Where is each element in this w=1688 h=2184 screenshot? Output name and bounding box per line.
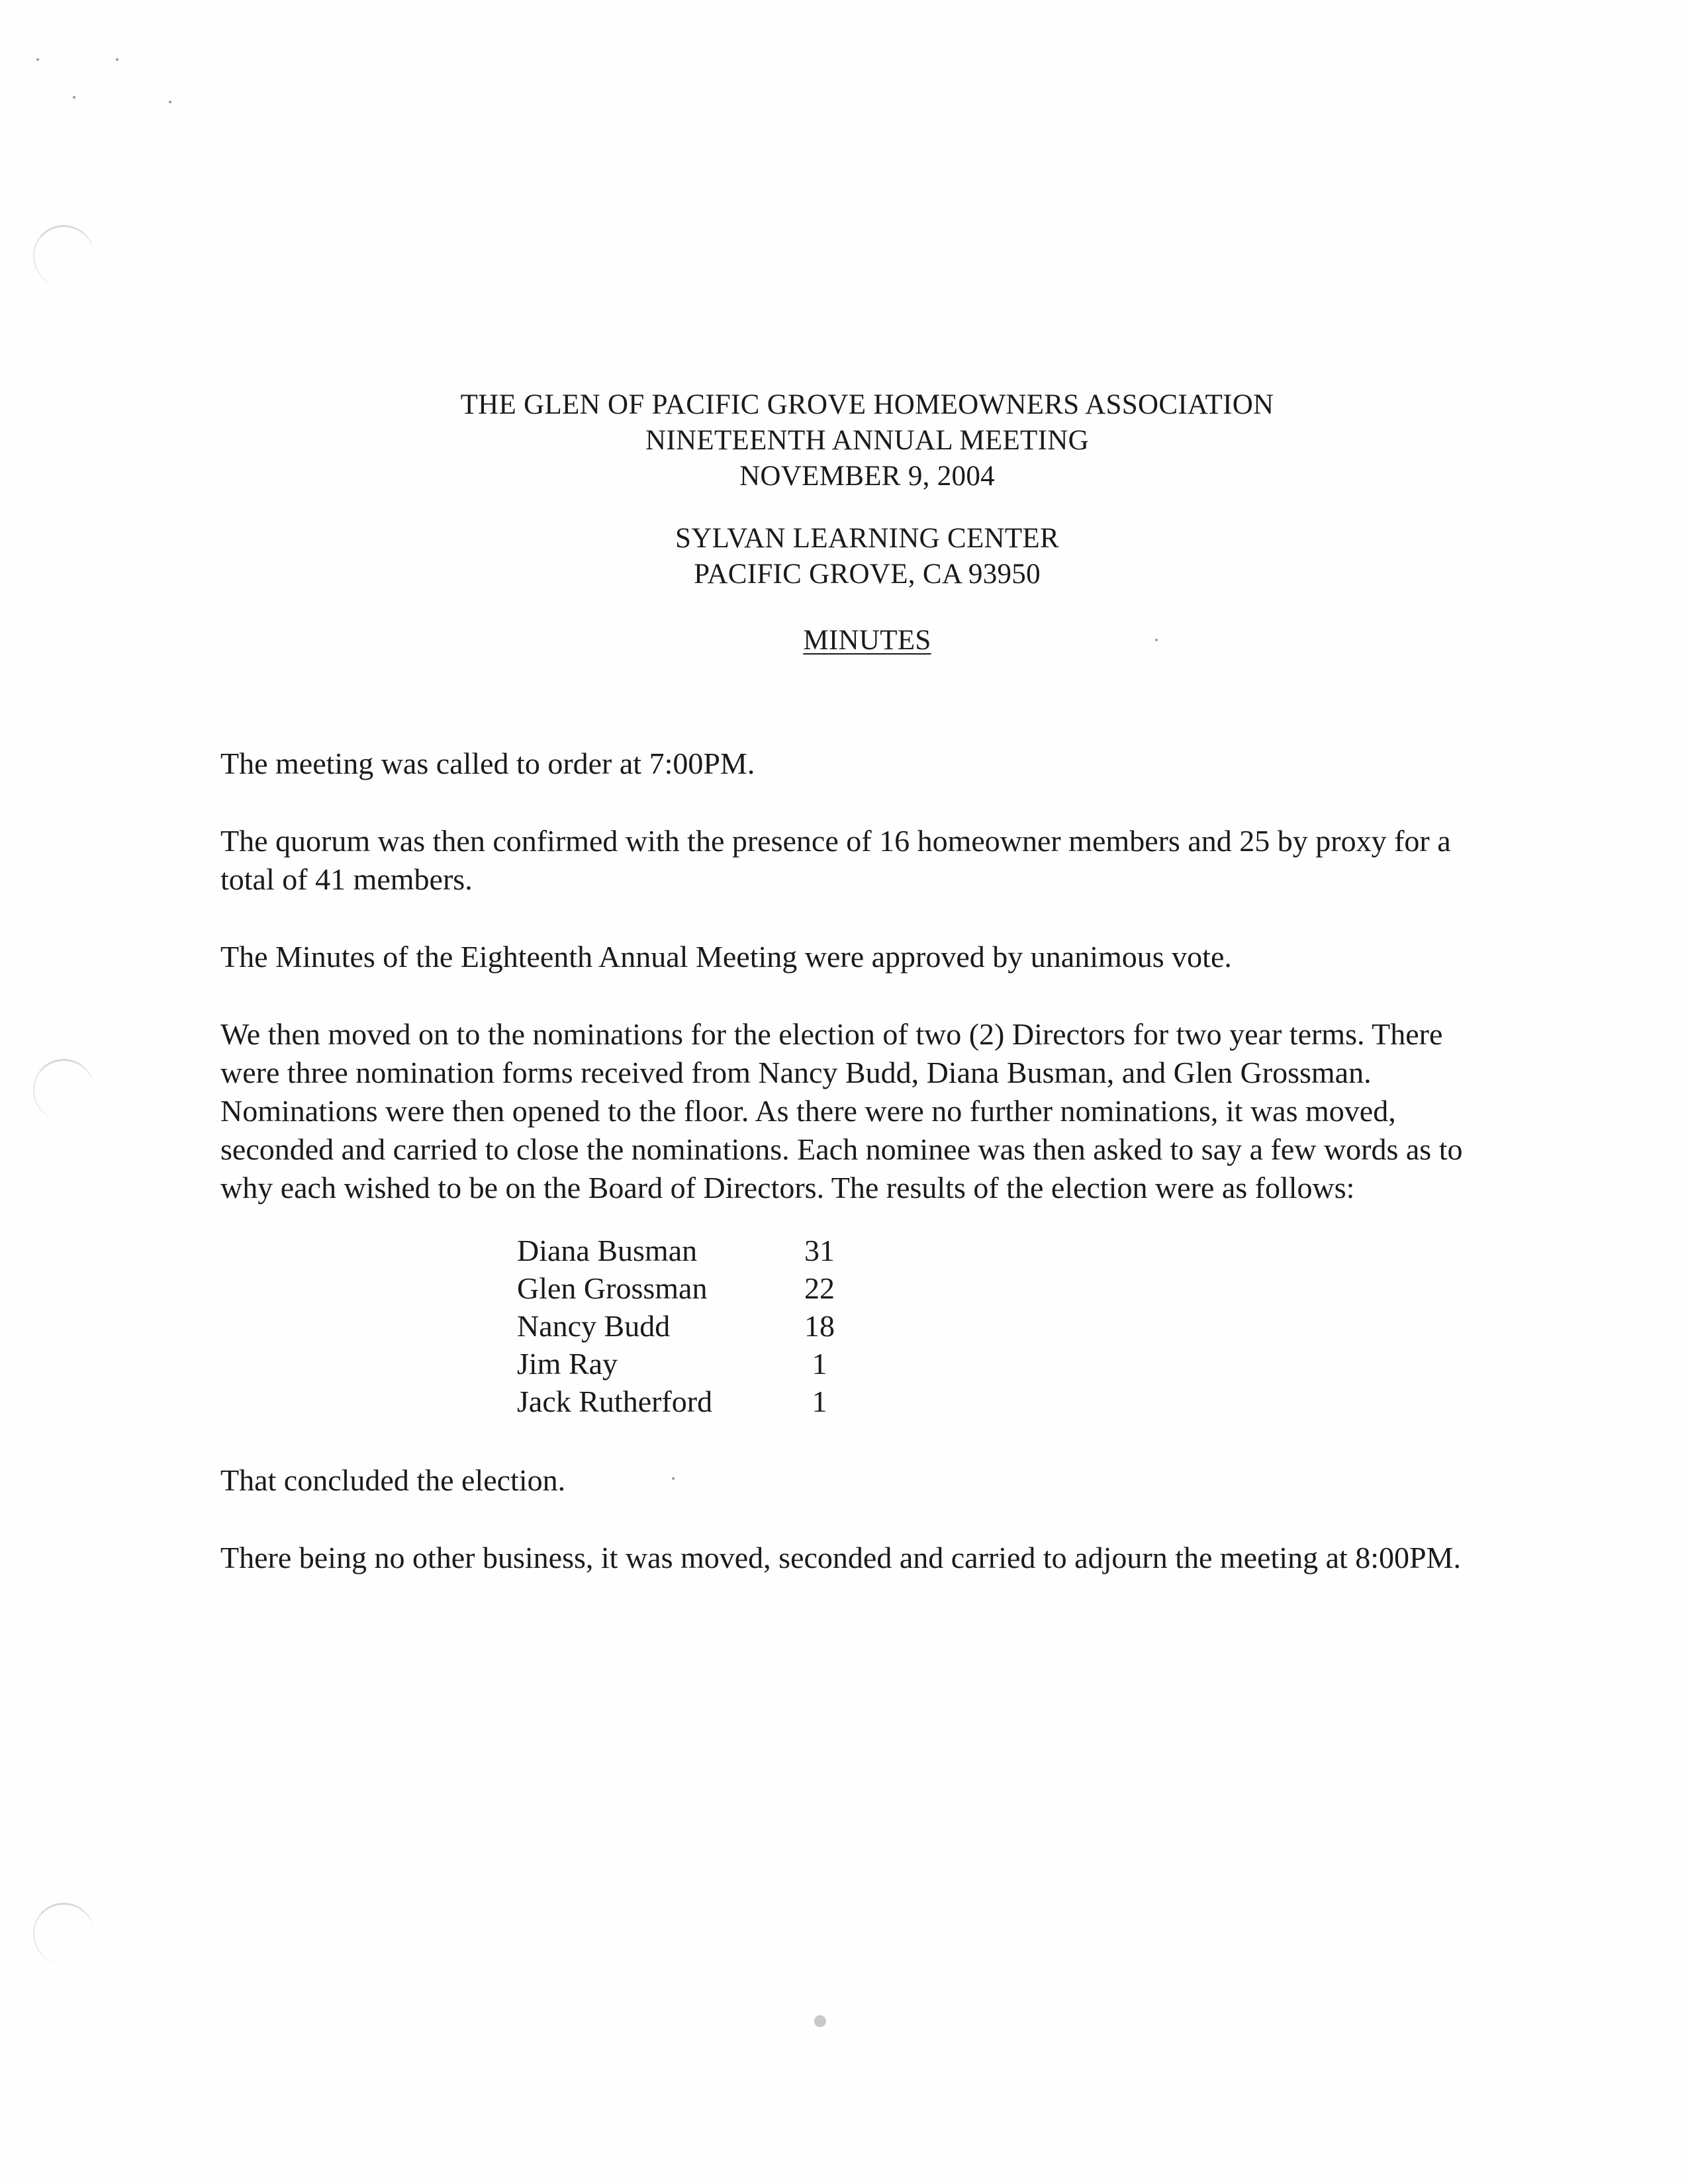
scan-speck bbox=[814, 2015, 826, 2027]
table-row bbox=[517, 1269, 843, 1307]
scan-speck bbox=[73, 96, 75, 99]
hole-punch-shadow bbox=[33, 1903, 94, 1964]
candidate-votes: 18 bbox=[804, 1309, 835, 1343]
candidate-votes: 22 bbox=[804, 1271, 835, 1305]
paragraph-call-to-order: The meeting was called to order at 7:00PM. bbox=[220, 747, 755, 780]
table-row bbox=[517, 1383, 843, 1420]
candidate-name: Glen Grossman bbox=[517, 1271, 708, 1305]
hole-punch-shadow bbox=[33, 225, 94, 287]
election-results-table bbox=[517, 1232, 843, 1420]
meeting-date: NOVEMBER 9, 2004 bbox=[739, 461, 995, 492]
candidate-name: Jack Rutherford bbox=[517, 1385, 713, 1418]
table-row bbox=[517, 1345, 843, 1383]
paragraph-adjournment: There being no other business, it was moved, seconded and carried to adjourn the meeting at 8:00PM. bbox=[220, 1541, 1462, 1574]
paragraph-election-concluded: That concluded the election. bbox=[220, 1463, 566, 1497]
meeting-name: NINETEENTH ANNUAL MEETING bbox=[645, 425, 1089, 456]
location-name: SYLVAN LEARNING CENTER bbox=[675, 523, 1059, 554]
hole-punch-shadow bbox=[33, 1059, 94, 1120]
scan-speck bbox=[116, 58, 118, 61]
scan-speck bbox=[36, 58, 39, 61]
table-row bbox=[517, 1307, 843, 1345]
paragraph-quorum: The quorum was then confirmed with the presence of 16 homeowner members and 25 by proxy for a total of 41 members. bbox=[220, 824, 1451, 896]
document-header bbox=[0, 387, 1688, 659]
location-city: PACIFIC GROVE, CA 93950 bbox=[694, 559, 1041, 590]
candidate-votes: 1 bbox=[812, 1385, 827, 1418]
paragraph-nominations: We then moved on to the nominations for the election of two (2) Directors for two year terms. There were three nomination forms received from Nancy Budd, Diana Busman, and Glen Grossman. Nominations were then opened to the floor. As there were no further nominations, it was moved, seconded and carried to close the nominations. Each nominee was then asked to say a few words as to why each wished to be on the Board of Directors. The results of the election were as follows: bbox=[220, 1017, 1463, 1205]
association-name: THE GLEN OF PACIFIC GROVE HOMEOWNERS ASSOCIATION bbox=[460, 389, 1274, 420]
scan-speck bbox=[169, 101, 171, 103]
minutes-title: MINUTES bbox=[803, 625, 931, 656]
candidate-name: Nancy Budd bbox=[517, 1309, 671, 1343]
table-row bbox=[517, 1232, 843, 1269]
candidate-name: Jim Ray bbox=[517, 1347, 618, 1381]
paragraph-prior-minutes: The Minutes of the Eighteenth Annual Meeting were approved by unanimous vote. bbox=[220, 940, 1232, 974]
candidate-votes: 1 bbox=[812, 1347, 827, 1381]
candidate-votes: 31 bbox=[804, 1234, 835, 1267]
minutes-body bbox=[220, 745, 1478, 1616]
candidate-name: Diana Busman bbox=[517, 1234, 698, 1267]
